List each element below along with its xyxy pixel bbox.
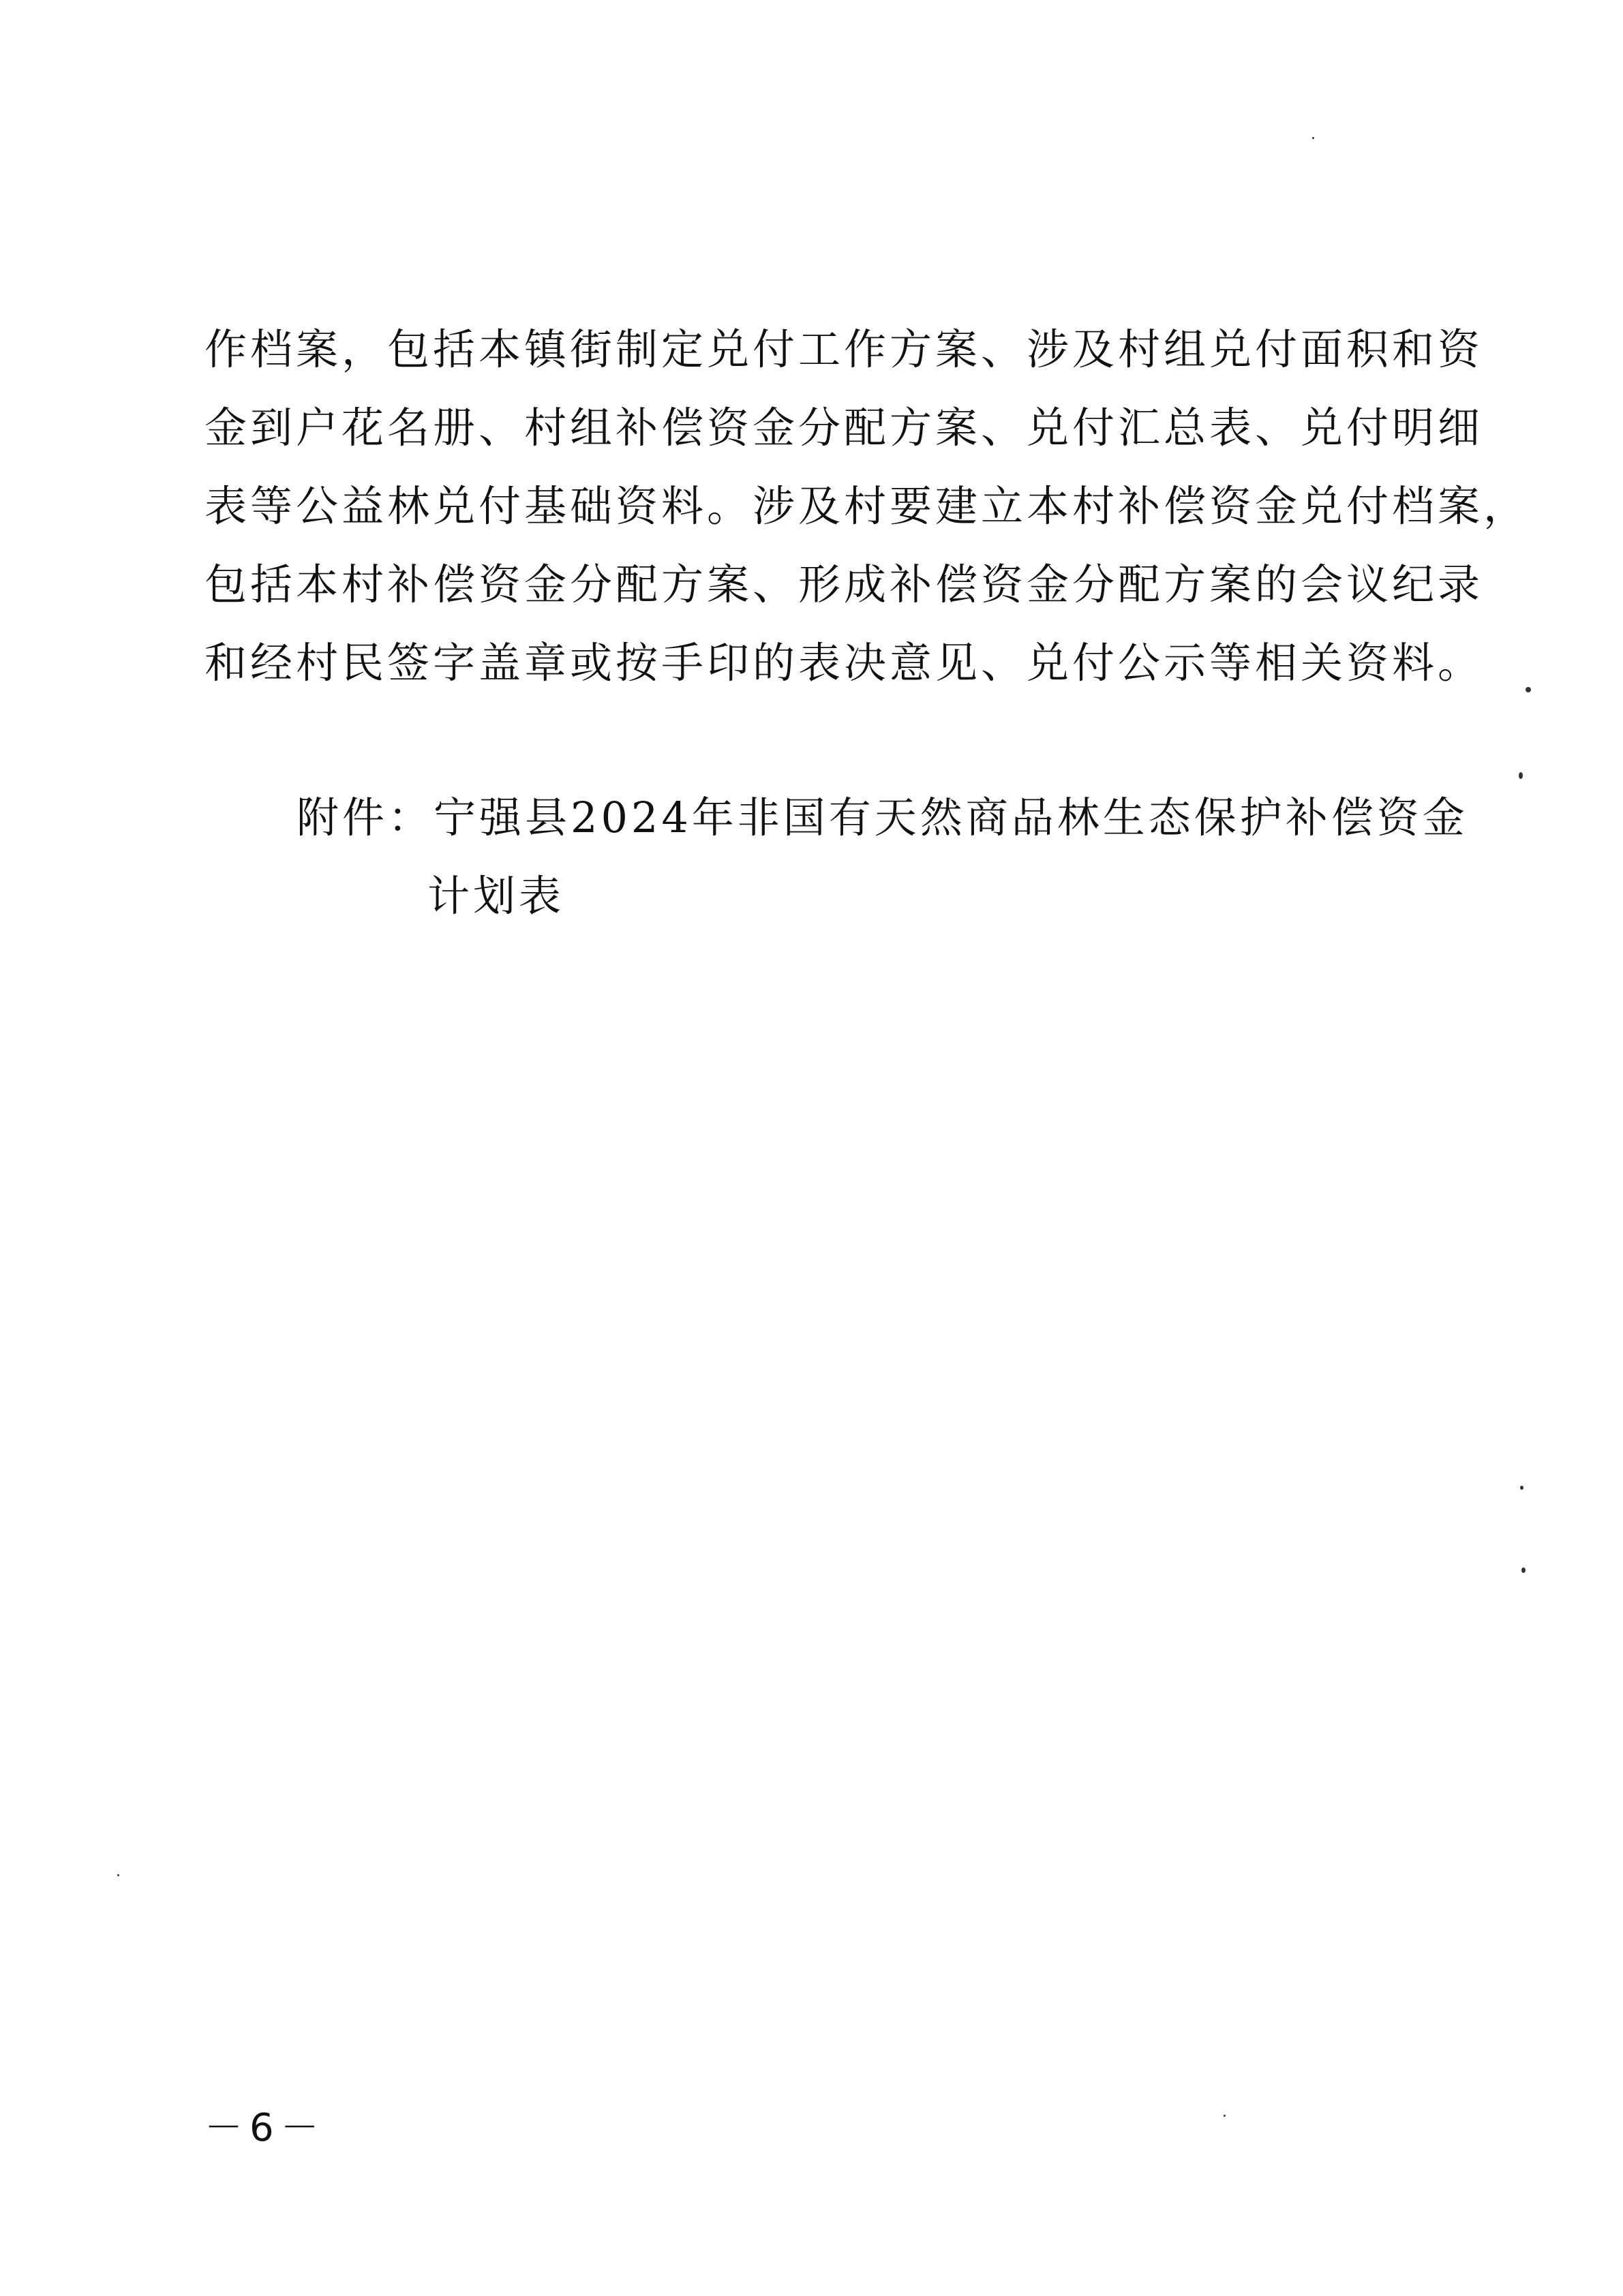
scan-speck bbox=[1526, 687, 1531, 692]
body-line: 金到户花名册、村组补偿资金分配方案、兑付汇总表、兑付明细 bbox=[204, 403, 1484, 453]
attachment-line-text: 计划表 bbox=[427, 871, 565, 921]
body-line: 作档案，包括本镇街制定兑付工作方案、涉及村组兑付面积和资 bbox=[204, 324, 1484, 374]
scan-speck bbox=[1312, 137, 1314, 139]
body-line: 和经村民签字盖章或按手印的表决意见、兑付公示等相关资料。 bbox=[204, 638, 1484, 688]
scan-speck bbox=[1519, 772, 1523, 779]
body-line: 包括本村补偿资金分配方案、形成补偿资金分配方案的会议纪录 bbox=[204, 560, 1484, 609]
scan-speck bbox=[1521, 1567, 1526, 1573]
attachment-note bbox=[297, 778, 1523, 935]
scan-speck bbox=[1224, 2115, 1226, 2117]
scan-speck bbox=[117, 1874, 119, 1876]
scan-speck bbox=[1520, 1486, 1523, 1490]
attachment-line: 附件：宁强县2024年非国有天然商品林生态保护补偿资金 bbox=[297, 793, 1468, 842]
body-line: 表等公益林兑付基础资料。涉及村要建立本村补偿资金兑付档案， bbox=[204, 481, 1530, 531]
attachment-line-continued bbox=[297, 857, 1523, 935]
body-paragraph bbox=[204, 310, 1530, 702]
page-number: －6－ bbox=[204, 2106, 326, 2150]
